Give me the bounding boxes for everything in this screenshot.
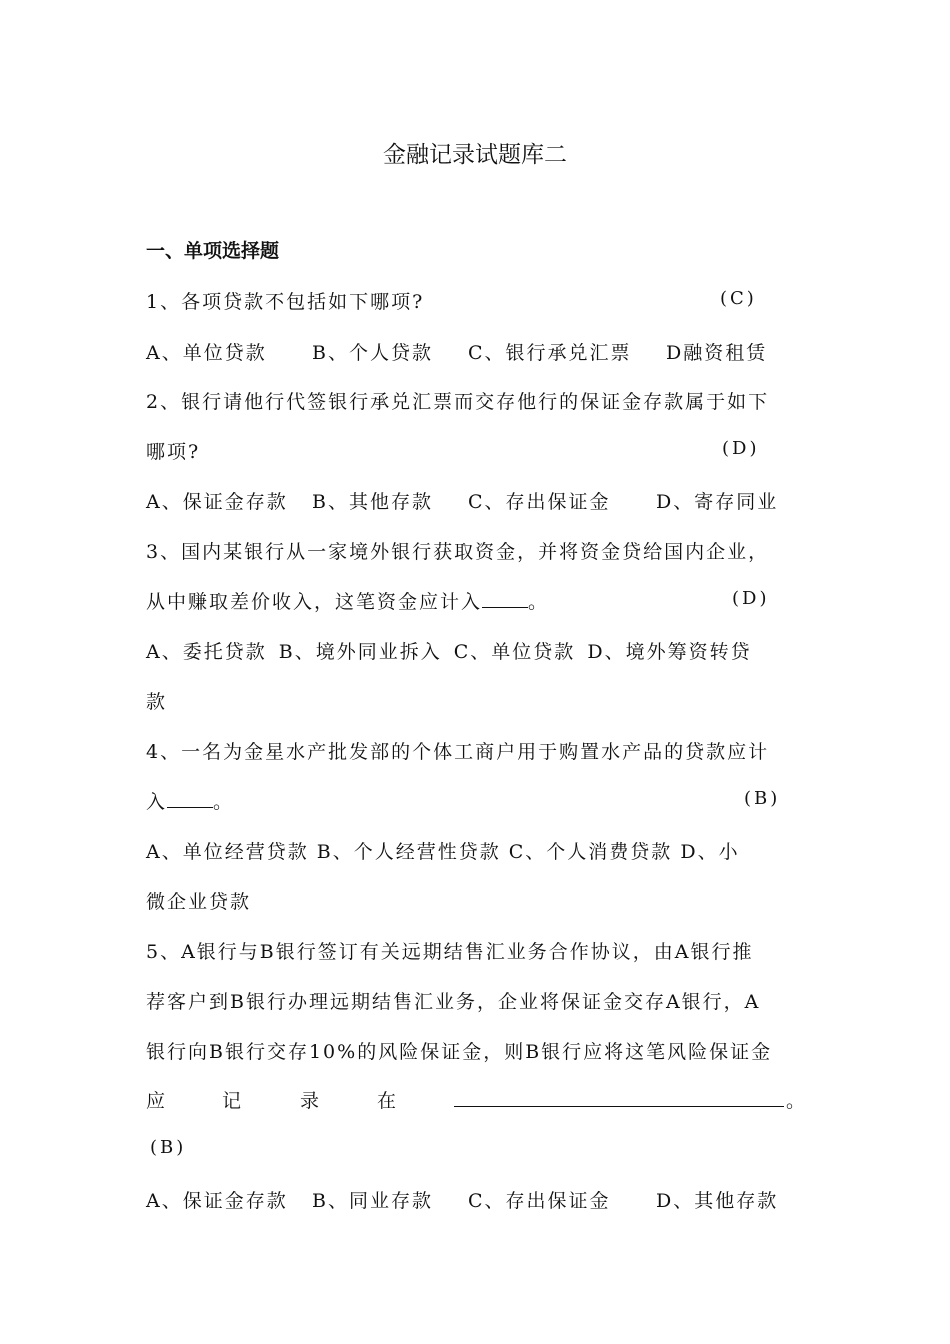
question-4-answer: (B) — [744, 788, 781, 809]
answer-blank — [482, 589, 528, 608]
question-1-option-d: D融资租赁 — [666, 342, 768, 364]
question-5-answer: (B) — [150, 1137, 187, 1158]
question-5-option-c: C、存出保证金 — [468, 1190, 611, 1212]
question-5-option-a: A、保证金存款 — [146, 1190, 288, 1212]
question-5-line-2: 荐客户到B银行办理远期结售汇业务，企业将保证金交存A银行，A — [146, 991, 761, 1013]
question-3-line-2 — [146, 587, 806, 614]
question-1-text: 1、各项贷款不包括如下哪项? — [146, 291, 425, 313]
question-4-line-2-text: 入 — [146, 791, 168, 813]
question-4-options-continued: 微企业贷款 — [146, 891, 252, 913]
question-3-answer: (D) — [732, 588, 770, 609]
question-5-word-3: 录 — [300, 1090, 322, 1112]
question-2-option-a: A、保证金存款 — [146, 491, 288, 513]
question-5-word-2: 记 — [222, 1090, 244, 1112]
question-3-options-continued: 款 — [146, 691, 168, 713]
question-3-line-2-end: 。 — [528, 591, 550, 613]
question-3-line-1: 3、国内某银行从一家境外银行获取资金，并将资金贷给国内企业， — [146, 541, 770, 563]
question-1-option-c: C、银行承兑汇票 — [468, 342, 632, 364]
question-1-answer: (C) — [720, 288, 757, 309]
question-4-line-2-end: 。 — [213, 791, 235, 813]
question-3-options: A、委托贷款 B、境外同业拆入 C、单位贷款 D、境外筹资转贷 — [146, 641, 752, 663]
question-5-option-b: B、同业存款 — [312, 1190, 433, 1212]
question-2-option-c: C、存出保证金 — [468, 491, 611, 513]
question-1-option-a: A、单位贷款 — [146, 342, 267, 364]
question-1-option-b: B、个人贷款 — [312, 342, 433, 364]
question-2-line-1: 2、银行请他行代签银行承兑汇票而交存他行的保证金存款属于如下 — [146, 391, 770, 413]
answer-blank — [167, 789, 213, 808]
question-5-option-d: D、其他存款 — [656, 1190, 779, 1212]
question-5-word-4: 在 — [377, 1090, 399, 1112]
answer-blank — [454, 1106, 784, 1107]
question-5-line-1: 5、A银行与B银行签订有关远期结售汇业务合作协议，由A银行推 — [146, 941, 754, 963]
question-5-line-4-end: 。 — [786, 1090, 808, 1112]
question-5-line-3: 银行向B银行交存10%的风险保证金，则B银行应将这笔风险保证金 — [146, 1041, 773, 1063]
question-2-line-2: 哪项? — [146, 441, 201, 463]
question-3-line-2-text: 从中赚取差价收入，这笔资金应计入 — [146, 591, 483, 613]
question-4-options: A、单位经营贷款 B、个人经营性贷款 C、个人消费贷款 D、小 — [146, 841, 740, 863]
question-2-answer: (D) — [722, 438, 760, 459]
page-title: 金融记录试题库二 — [383, 142, 567, 168]
question-4-line-2 — [146, 787, 806, 814]
question-2-option-b: B、其他存款 — [312, 491, 433, 513]
section-heading: 一、单项选择题 — [146, 240, 280, 262]
question-4-line-1: 4、一名为金星水产批发部的个体工商户用于购置水产品的贷款应计 — [146, 741, 770, 763]
question-5-word-1: 应 — [146, 1090, 168, 1112]
question-2-option-d: D、寄存同业 — [656, 491, 779, 513]
